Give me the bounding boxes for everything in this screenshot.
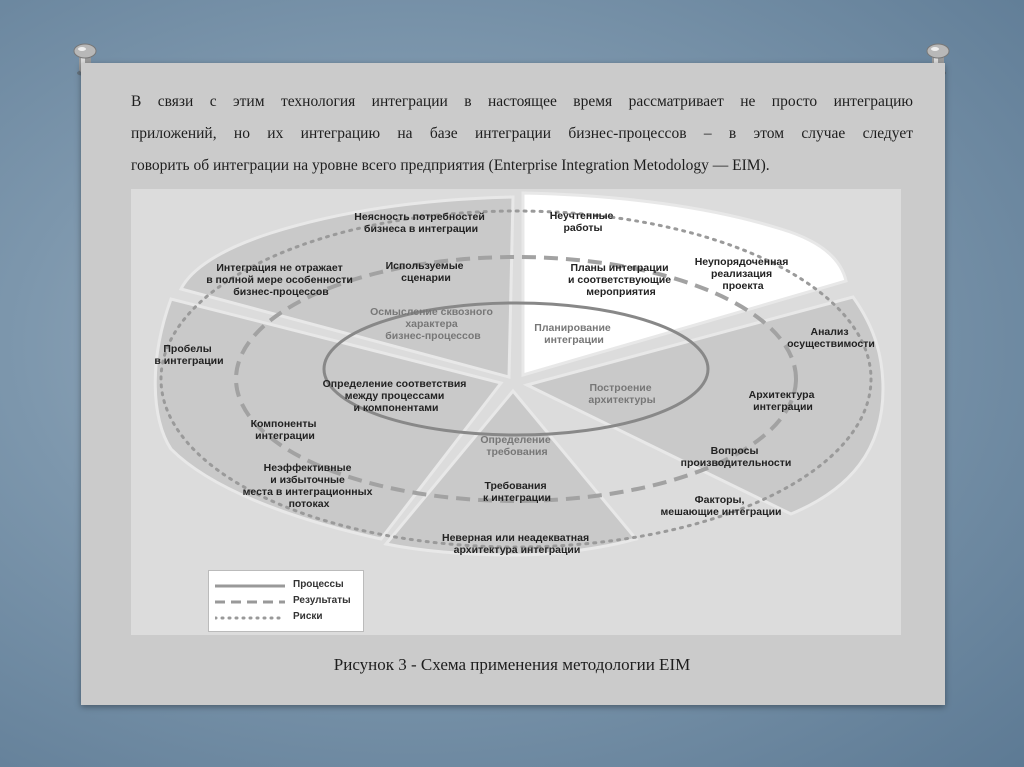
label-r-process: Построение архитектуры xyxy=(588,382,656,406)
intro-line-1: В связи с этим технология интеграции в настоящее время рассматривает не просто интеграцию xyxy=(131,93,913,110)
label-l-risk2: Неэффективные и избыточные места в интеграционных потоках xyxy=(242,462,373,510)
legend-risks-label: Риски xyxy=(293,611,323,622)
intro-text xyxy=(131,86,913,182)
legend-results xyxy=(215,595,361,609)
legend-processes xyxy=(215,579,361,593)
legend-results-label: Результаты xyxy=(293,595,351,606)
label-r-risk2: Факторы, мешающие интеграции xyxy=(660,494,782,518)
label-l-result: Компоненты интеграции xyxy=(250,418,317,442)
label-r-result: Архитектура интеграции xyxy=(748,389,815,413)
legend-solid-line-icon xyxy=(215,582,285,590)
diagram-legend xyxy=(208,570,364,632)
figure-caption: Рисунок 3 - Схема применения методологии EIM xyxy=(333,655,691,674)
intro-line-2: приложений, но их интеграцию на базе интеграции бизнес-процессов – в этом случае следует xyxy=(131,125,913,142)
label-tl-risk1: Неясность потребностей бизнеса в интеграции xyxy=(354,211,485,235)
intro-line-3: говорить об интеграции на уровне всего предприятия (Enterprise Integration Metodology — EIM). xyxy=(131,157,770,174)
label-tl-process: Осмысление сквозного характера бизнес-процессов xyxy=(370,306,493,342)
legend-risks xyxy=(215,611,361,625)
label-tl-risk2: Интеграция не отражает в полной мере особенности бизнес-процессов xyxy=(206,262,353,298)
label-l-risk1: Пробелы в интеграции xyxy=(154,343,224,367)
label-r-result2: Вопросы производительности xyxy=(680,445,792,469)
label-tr-risk1: Неучтенные работы xyxy=(549,210,614,234)
label-tr-risk2: Неупорядоченная реализация проекта xyxy=(694,256,789,292)
label-b-result: Требования к интеграции xyxy=(483,480,551,504)
label-tr-process: Планирование интеграции xyxy=(534,322,611,346)
legend-dotted-line-icon xyxy=(215,614,285,622)
label-r-risk1: Анализ осуществимости xyxy=(787,326,875,350)
label-tr-result: Планы интеграции и соответствующие мероприятия xyxy=(568,262,672,298)
label-b-process: Определение требования xyxy=(480,434,551,458)
eim-diagram-svg xyxy=(131,189,901,635)
legend-processes-label: Процессы xyxy=(293,579,344,590)
legend-dashed-line-icon xyxy=(215,598,285,606)
eim-diagram xyxy=(131,189,901,635)
label-tl-result: Используемые сценарии xyxy=(385,260,464,284)
label-l-process: Определение соответствия между процессами и компонентами xyxy=(322,378,467,414)
label-b-risk: Неверная или неадекватная архитектура интеграции xyxy=(441,532,590,556)
